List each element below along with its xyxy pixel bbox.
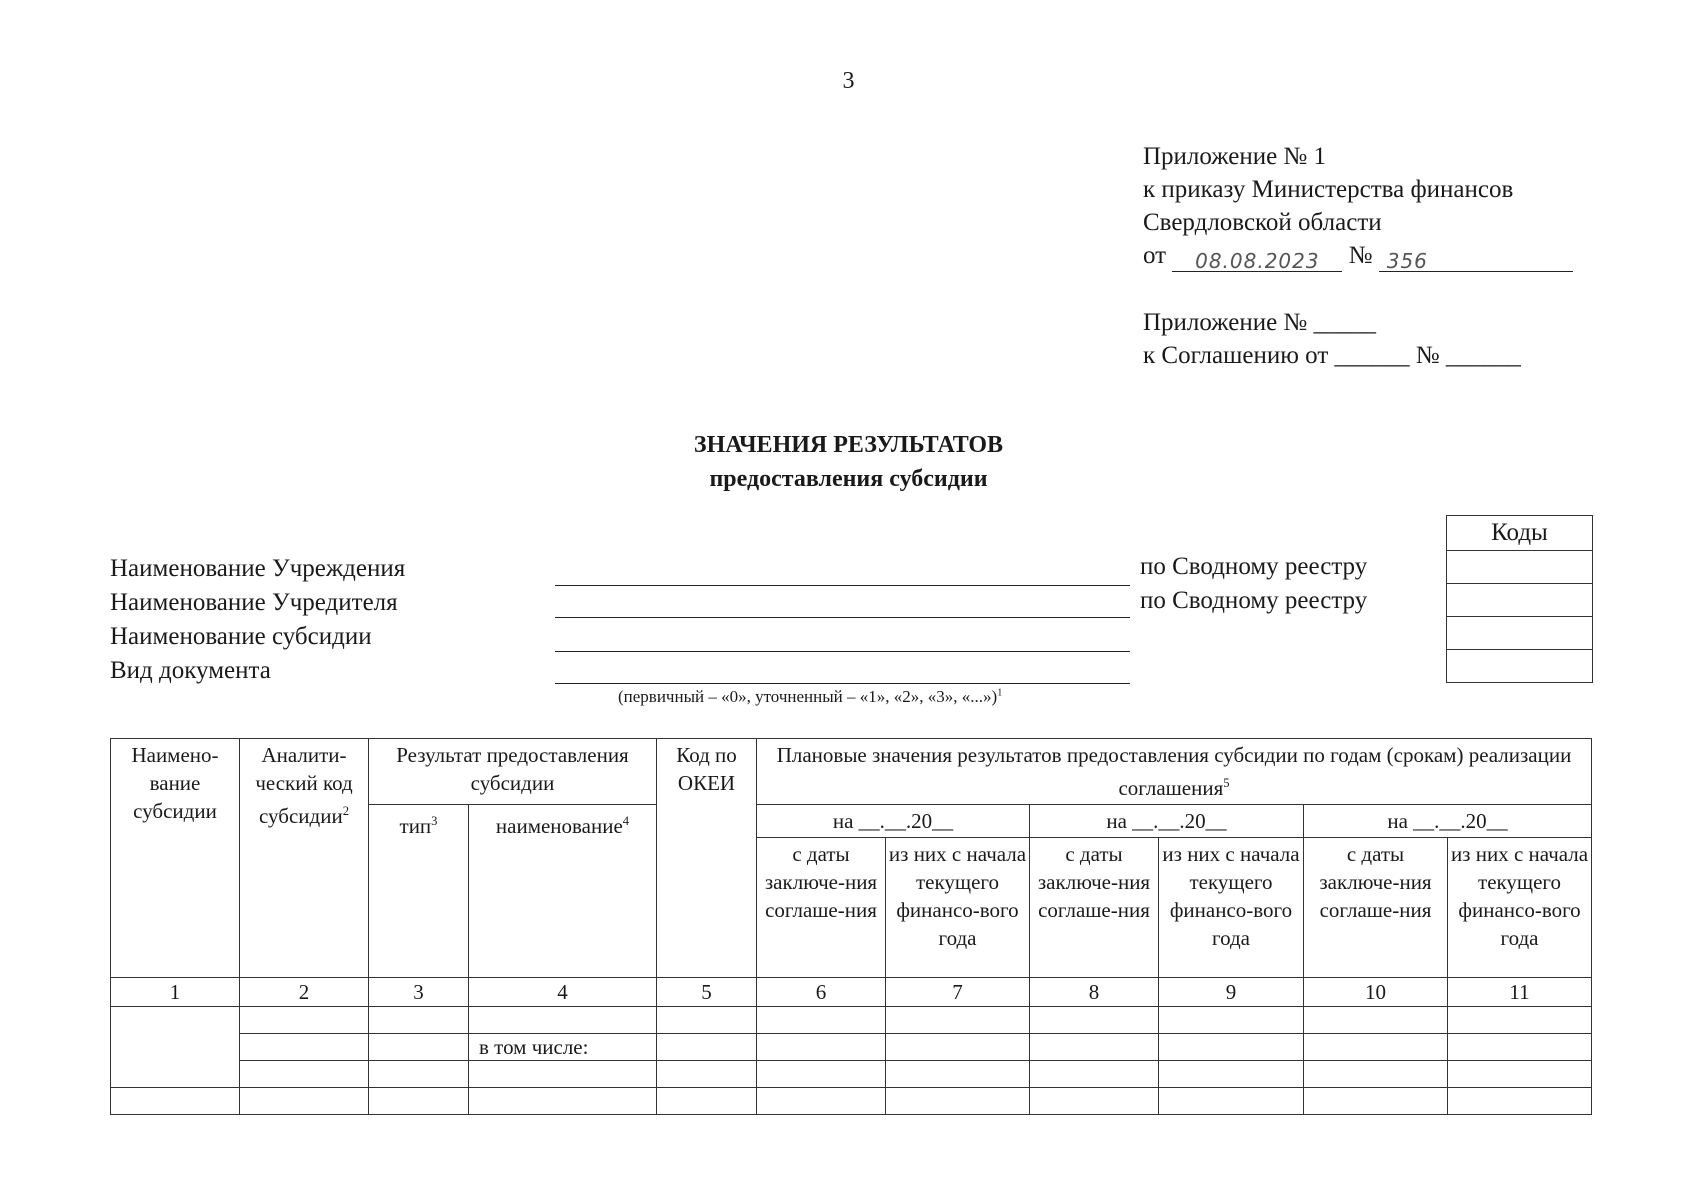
table-cell — [757, 1034, 886, 1061]
code-cell-registry1 — [1447, 550, 1592, 583]
code-cell-subsidy — [1447, 616, 1592, 649]
table-cell — [1159, 1061, 1304, 1088]
table-cell — [886, 1034, 1030, 1061]
table-cell — [757, 1088, 886, 1115]
header-of-them-2: из них с начала текущего финансо-вого года — [1159, 838, 1304, 978]
doc-type-label: Вид документа — [110, 657, 271, 684]
table-cell — [240, 1088, 369, 1115]
header-naming: наименование$^4$ — [469, 805, 657, 978]
subsidy-label: Наименование субсидии — [110, 623, 372, 650]
header-type: тип$^3$ — [369, 805, 469, 978]
header-okei: Код по ОКЕИ — [657, 739, 757, 978]
registry-label-2: по Сводному реестру — [1140, 587, 1368, 614]
table-cell — [886, 1088, 1030, 1115]
table-cell — [1030, 1061, 1159, 1088]
table-cell — [1448, 1007, 1592, 1034]
page-number: 3 — [842, 68, 855, 94]
header-of-them-3: из них с начала текущего финансо-вого года — [1448, 838, 1592, 978]
table-cell — [111, 1088, 240, 1115]
subsidy-line — [555, 651, 1130, 652]
handwritten-number: 356 — [1379, 245, 1573, 272]
header-subsidy-name: Наимено-вание субсидии — [111, 739, 240, 978]
codes-header: Коды — [1491, 519, 1548, 546]
agreement-line1: Приложение № _____ — [1143, 309, 1377, 336]
codes-box — [1446, 515, 1593, 683]
table-cell — [240, 1034, 369, 1061]
institution-line — [555, 585, 1130, 586]
header-period-1: на __.__.20__ — [757, 805, 1030, 838]
date-prefix: от — [1143, 242, 1167, 269]
header-of-them-1: из них с начала текущего финансо-вого года — [886, 838, 1030, 978]
appendix-block — [1143, 140, 1573, 272]
table-row — [111, 1007, 1592, 1034]
header-from-date-1: с даты заключе-ния соглаше-ния — [757, 838, 886, 978]
institution-label: Наименование Учреждения — [110, 555, 406, 582]
col-number: 5 — [657, 978, 757, 1007]
table-cell — [886, 1007, 1030, 1034]
table-cell — [757, 1007, 886, 1034]
header-plan: Плановые значения результатов предоставления субсидии по годам (срокам) реализации соглашения$^5$ — [757, 739, 1592, 805]
appendix-line2: к приказу Министерства финансов — [1143, 176, 1514, 203]
table-cell — [886, 1061, 1030, 1088]
table-cell — [369, 1088, 469, 1115]
title-sub: предоставления субсидии — [709, 466, 988, 492]
table-cell — [1030, 1034, 1159, 1061]
table-cell — [657, 1061, 757, 1088]
col-number: 4 — [469, 978, 657, 1007]
founder-label: Наименование Учредителя — [110, 589, 398, 616]
header-row-1 — [111, 739, 1592, 805]
doc-type-line — [555, 683, 1130, 684]
table-cell — [1448, 1088, 1592, 1115]
col-number: 1 — [111, 978, 240, 1007]
table-row — [111, 1034, 1592, 1061]
table-cell — [1030, 1088, 1159, 1115]
header-result: Результат предоставления субсидии — [369, 739, 657, 805]
table-cell — [1030, 1007, 1159, 1034]
founder-line — [555, 617, 1130, 618]
table-cell — [240, 1007, 369, 1034]
header-from-date-2: с даты заключе-ния соглаше-ния — [1030, 838, 1159, 978]
table-row — [111, 1088, 1592, 1115]
header-period-2: на __.__.20__ — [1030, 805, 1304, 838]
table-cell — [469, 1088, 657, 1115]
table-cell — [1448, 1034, 1592, 1061]
header-from-date-3: с даты заключе-ния соглаше-ния — [1304, 838, 1448, 978]
code-cell-registry2 — [1447, 583, 1592, 616]
agreement-block — [1143, 306, 1521, 372]
col-number: 11 — [1448, 978, 1592, 1007]
appendix-line1: Приложение № 1 — [1143, 143, 1327, 170]
table-cell — [657, 1088, 757, 1115]
col-number: 6 — [757, 978, 886, 1007]
code-cell-doc-type — [1447, 649, 1592, 682]
title-main: ЗНАЧЕНИЯ РЕЗУЛЬТАТОВ — [693, 432, 1004, 458]
col-number: 2 — [240, 978, 369, 1007]
including-label: в том числе: — [469, 1034, 657, 1061]
table-cell — [1304, 1034, 1448, 1061]
table-cell — [1304, 1088, 1448, 1115]
table-cell — [657, 1007, 757, 1034]
col-number: 8 — [1030, 978, 1159, 1007]
table-cell — [111, 1007, 240, 1088]
table-cell — [469, 1007, 657, 1034]
column-number-row — [111, 978, 1592, 1007]
table-cell — [1448, 1061, 1592, 1088]
table-cell — [369, 1007, 469, 1034]
number-prefix: № — [1348, 242, 1373, 269]
col-number: 3 — [369, 978, 469, 1007]
table-cell — [1159, 1088, 1304, 1115]
table-cell — [1304, 1061, 1448, 1088]
doc-type-note: (первичный – «0», уточненный – «1», «2», «3», «...»)$^1$ — [618, 687, 1003, 706]
table-cell — [1159, 1007, 1304, 1034]
appendix-date-line — [1143, 239, 1573, 272]
handwritten-date: 08.08.2023 — [1172, 245, 1342, 272]
appendix-line3: Свердловской области — [1143, 209, 1382, 236]
table-cell — [369, 1061, 469, 1088]
col-number: 9 — [1159, 978, 1304, 1007]
results-table — [110, 738, 1592, 1115]
document-title — [0, 428, 1697, 496]
table-cell — [240, 1061, 369, 1088]
header-analytic-code: Аналити-ческий код субсидии$^2$ — [240, 739, 369, 978]
col-number: 10 — [1304, 978, 1448, 1007]
table-cell — [757, 1061, 886, 1088]
table-cell — [369, 1034, 469, 1061]
table-cell — [657, 1034, 757, 1061]
table-cell — [469, 1061, 657, 1088]
agreement-line2: к Соглашению от ______ № ______ — [1143, 342, 1521, 369]
table-cell — [1304, 1007, 1448, 1034]
table-row — [111, 1061, 1592, 1088]
header-period-3: на __.__.20__ — [1304, 805, 1592, 838]
col-number: 7 — [886, 978, 1030, 1007]
table-cell — [1159, 1034, 1304, 1061]
registry-label-1: по Сводному реестру — [1140, 553, 1368, 580]
